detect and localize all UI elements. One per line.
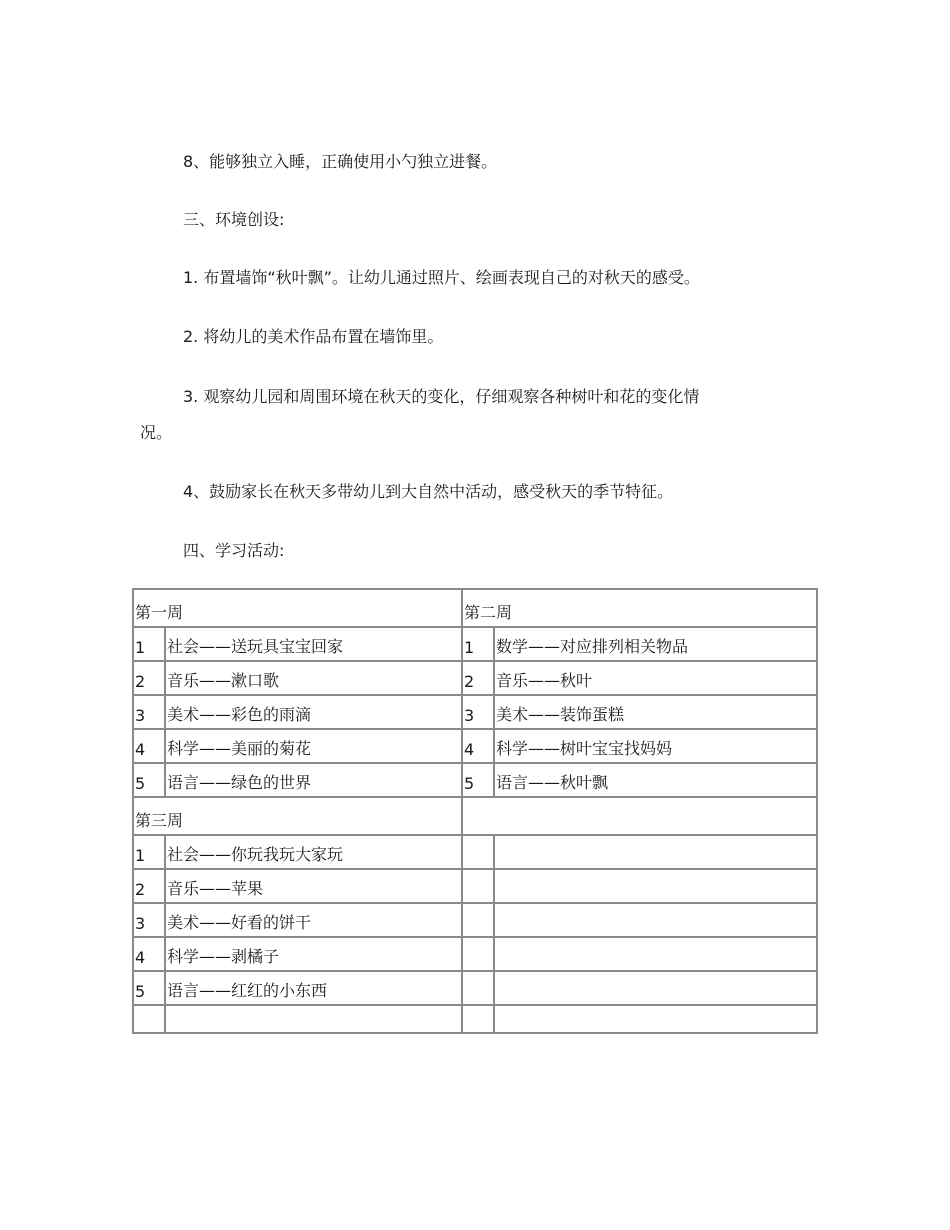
activity-cell: 语言——秋叶飘 [494,763,817,797]
table-row [133,869,817,903]
table-row [133,695,817,729]
activity-cell: 数学——对应排列相关物品 [494,627,817,661]
table-row [133,903,817,937]
table-row [133,971,817,1005]
empty-cell [462,835,494,869]
empty-cell [462,971,494,1005]
table-row [133,729,817,763]
environment-item-1: 1. 布置墙饰“秋叶飘”。让幼儿通过照片、绘画表现自己的对秋天的感受。 [183,268,700,287]
row-number: 2 [462,661,494,695]
activity-cell: 社会——你玩我玩大家玩 [165,835,462,869]
activity-cell: 音乐——秋叶 [494,661,817,695]
section-heading-environment: 三、环境创设: [183,210,285,229]
activity-cell: 社会——送玩具宝宝回家 [165,627,462,661]
activity-cell: 音乐——苹果 [165,869,462,903]
row-number: 1 [133,835,165,869]
item-8: 8、能够独立入睡，正确使用小勺独立进餐。 [183,152,498,171]
empty-cell [494,869,817,903]
activity-cell: 音乐——漱口歌 [165,661,462,695]
environment-item-2: 2. 将幼儿的美术作品布置在墙饰里。 [183,327,444,346]
activity-cell: 科学——美丽的菊花 [165,729,462,763]
empty-cell [494,1005,817,1033]
row-number: 5 [462,763,494,797]
empty-cell [165,1005,462,1033]
table-row [133,589,817,627]
table-row [133,763,817,797]
week-2-header: 第二周 [462,589,817,627]
row-number: 3 [133,695,165,729]
activity-cell: 语言——绿色的世界 [165,763,462,797]
empty-cell [494,835,817,869]
week-3-header: 第三周 [133,797,462,835]
table-row [133,937,817,971]
activity-cell: 美术——好看的饼干 [165,903,462,937]
row-number: 2 [133,869,165,903]
week-1-header: 第一周 [133,589,462,627]
row-number: 3 [462,695,494,729]
section-heading-activities: 四、学习活动: [183,541,285,560]
table-row [133,797,817,835]
row-number: 4 [133,937,165,971]
row-number: 2 [133,661,165,695]
row-number: 3 [133,903,165,937]
activity-cell: 科学——剥橘子 [165,937,462,971]
empty-cell [462,937,494,971]
environment-item-3-line1: 3. 观察幼儿园和周围环境在秋天的变化，仔细观察各种树叶和花的变化情 [183,387,700,406]
row-number: 5 [133,763,165,797]
activity-cell: 美术——装饰蛋糕 [494,695,817,729]
activity-cell: 科学——树叶宝宝找妈妈 [494,729,817,763]
empty-cell [494,903,817,937]
environment-item-4: 4、鼓励家长在秋天多带幼儿到大自然中活动，感受秋天的季节特征。 [183,482,674,501]
row-number: 1 [462,627,494,661]
row-number: 4 [133,729,165,763]
table-row [133,627,817,661]
row-number: 1 [133,627,165,661]
empty-cell [133,1005,165,1033]
table-row [133,835,817,869]
empty-cell [462,797,817,835]
activity-cell: 美术——彩色的雨滴 [165,695,462,729]
empty-cell [462,869,494,903]
environment-item-3-line2: 况。 [140,423,173,442]
table-row [133,661,817,695]
empty-cell [494,971,817,1005]
table-row [133,1005,817,1033]
activity-schedule-table [132,588,818,1034]
row-number: 4 [462,729,494,763]
empty-cell [494,937,817,971]
empty-cell [462,1005,494,1033]
empty-cell [462,903,494,937]
activity-cell: 语言——红红的小东西 [165,971,462,1005]
row-number: 5 [133,971,165,1005]
